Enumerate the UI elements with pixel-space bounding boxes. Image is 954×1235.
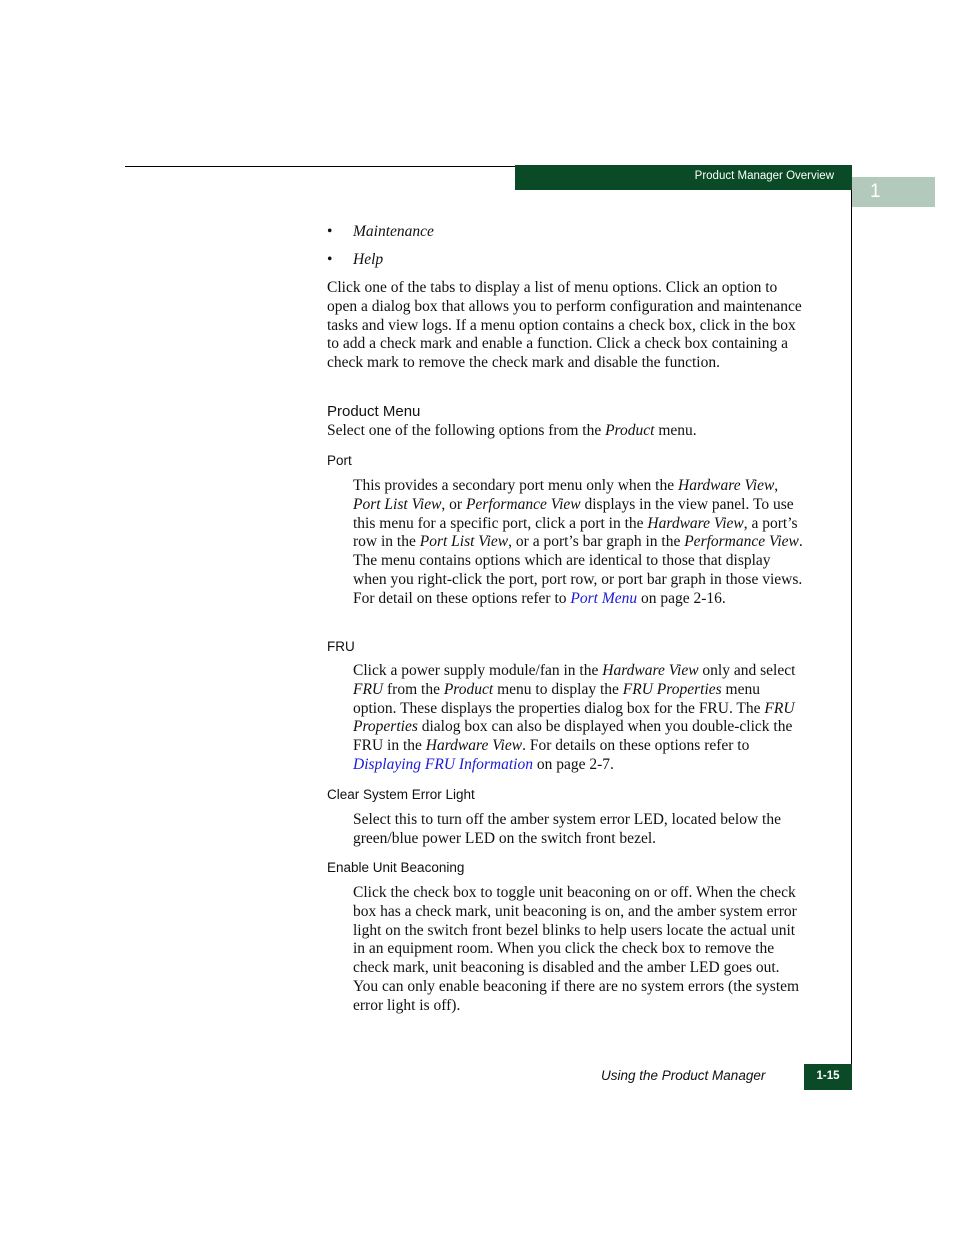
subheading-port: Port bbox=[327, 453, 352, 468]
page-number: 1-15 bbox=[816, 1070, 840, 1082]
beaconing-paragraph: Click the check box to toggle unit beaconing on or off. When the check box has a check mark, unit beaconing is on, and the amber system error light on the switch front bezel blinks to help users locate the actual unit in an equipment room. When you click the check box to remove the check mark, unit beaconing is disabled and the amber LED goes out. You can only enable beaconing if there are no system errors (the system error light is off). bbox=[353, 884, 800, 1014]
margin-rule bbox=[851, 190, 852, 1088]
port-paragraph: This provides a secondary port menu only when the Hardware View, Port List View, or Performance View displays in the view panel. To use this menu for a specific port, click a port in the Hardware View, a port’s row in the Port List View, or a port’s bar graph in the Performance View. The menu contains options which are identical to those that display when you right-click the port, port row, or port bar graph in those views. For detail on these options refer to Port Menu on page 2-16. bbox=[353, 477, 803, 607]
bullet-icon: • bbox=[327, 251, 333, 268]
subheading-clear-system-error-light: Clear System Error Light bbox=[327, 787, 475, 802]
running-header bbox=[515, 165, 852, 190]
chapter-tab bbox=[852, 177, 935, 207]
port-menu-link[interactable]: Port Menu bbox=[570, 589, 638, 607]
fru-paragraph: Click a power supply module/fan in the Hardware View only and select FRU from the Product menu to display the FRU Properties menu option. These displays the properties dialog box for the FRU. The FRU Properties dialog box can also be displayed when you double-click the FRU in the Hardware View. For details on these options refer to Displaying FRU Information on page 2-7. bbox=[353, 662, 796, 773]
subheading-fru: FRU bbox=[327, 639, 355, 654]
subheading-enable-unit-beaconing: Enable Unit Beaconing bbox=[327, 860, 465, 875]
chapter-number: 1 bbox=[870, 181, 881, 202]
running-footer-title: Using the Product Manager bbox=[601, 1068, 766, 1083]
displaying-fru-information-link[interactable]: Displaying FRU Information bbox=[353, 755, 533, 773]
page-number-box bbox=[804, 1064, 852, 1090]
intro-paragraph: Click one of the tabs to display a list of menu options. Click an option to open a dialog box that allows you to perform configuration and maintenance tasks and view logs. If a menu option contains a check box, click in the box to add a check mark and enable a function. Click a check box containing a check mark to remove the check mark and disable the function. bbox=[327, 279, 802, 372]
product-menu-paragraph: Select one of the following options from the Product menu. bbox=[327, 422, 697, 439]
bullet-item: • Maintenance bbox=[327, 223, 434, 240]
header-rule bbox=[125, 166, 516, 167]
bullet-item: • Help bbox=[327, 251, 384, 268]
bullet-icon: • bbox=[327, 223, 333, 240]
running-header-title: Product Manager Overview bbox=[694, 170, 834, 182]
section-heading-product-menu: Product Menu bbox=[327, 403, 421, 420]
clear-error-paragraph: Select this to turn off the amber system error LED, located below the green/blue power LED on the switch front bezel. bbox=[353, 811, 781, 847]
